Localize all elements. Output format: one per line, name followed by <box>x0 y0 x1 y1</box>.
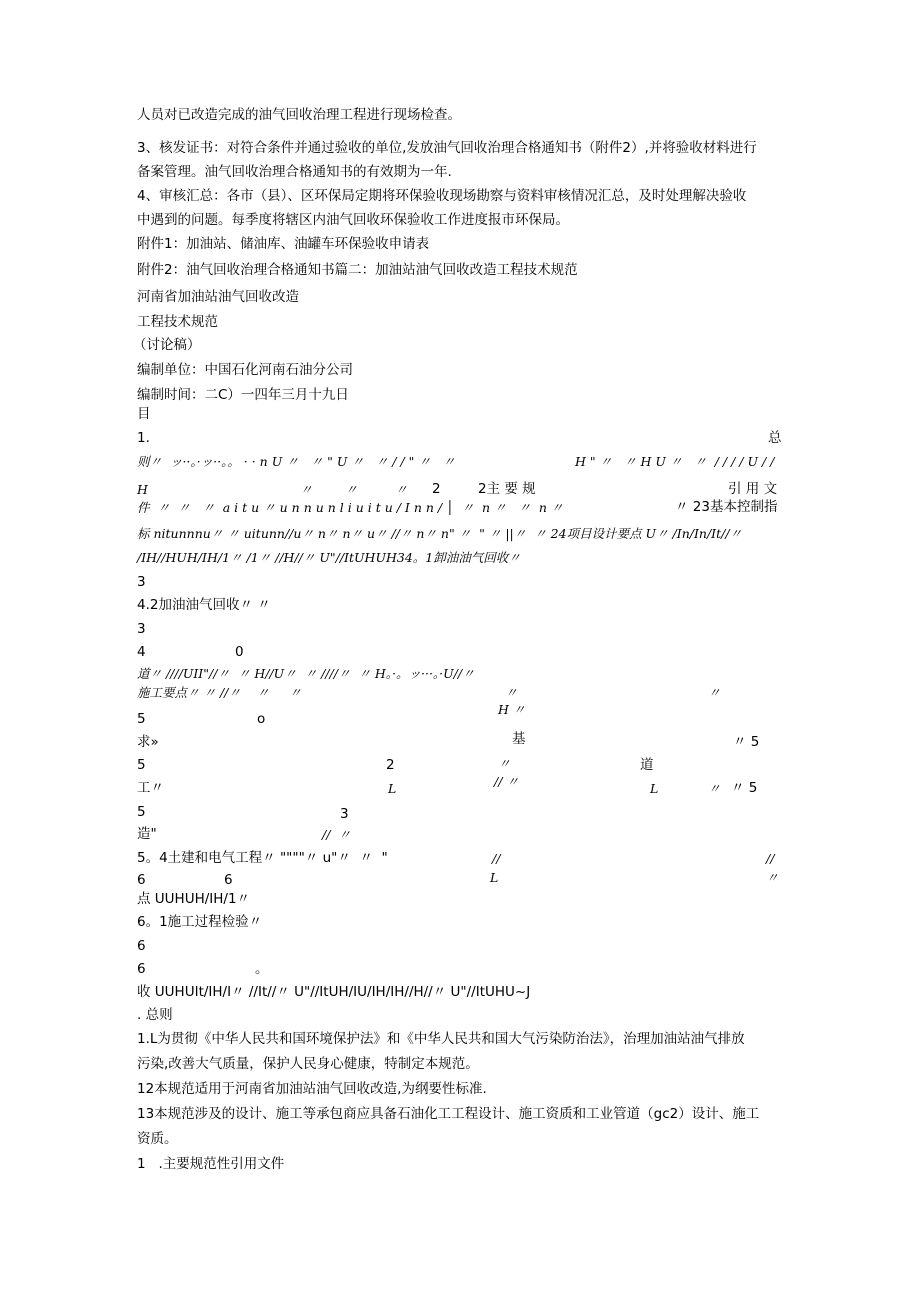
toc-line: 收 UUHUIt/IH/I〃 //It//〃 U"//ItUH/IU/IH/IH//H//〃 U"//ItUHU~J <box>137 984 531 1000</box>
toc-line: // <box>492 851 501 866</box>
toc-line: 4 <box>137 644 146 660</box>
toc-line: 1. <box>137 430 150 446</box>
toc-heading: 目 <box>137 406 151 422</box>
draft-label: （讨论稿） <box>133 337 201 353</box>
toc-line: H " 〃 〃 H U 〃 〃 / / / / U / / <box>575 454 775 469</box>
paragraph-text: 污染,改善大气质量，保护人民身心健康，特制定本规范。 <box>137 1056 479 1072</box>
toc-line: 〃 5 <box>733 734 760 750</box>
attachment-line: 附件1：加油站、储油库、油罐车环保验收申请表 <box>137 236 430 252</box>
toc-line: 造" <box>137 826 157 842</box>
toc-line: 5。4土建和电气工程〃 """"〃 u"〃 〃 " <box>137 850 388 866</box>
toc-line: 施工要点〃 〃 //〃 〃 〃 <box>137 685 302 700</box>
toc-line: 2 <box>432 481 441 497</box>
toc-line: 引 用 文 <box>728 481 778 497</box>
toc-line: 〃 23基本控制指 <box>675 499 778 515</box>
section-heading: 1 .主要规范性引用文件 <box>137 1156 285 1172</box>
toc-line: 3 <box>137 574 146 590</box>
toc-line: 〃 5 <box>731 780 758 796</box>
toc-line: 〃 <box>300 482 313 497</box>
toc-line: 3 <box>137 621 146 637</box>
toc-line: 6 <box>224 872 233 888</box>
toc-line: 5 <box>137 757 146 773</box>
toc-line: 标 nitunnnu〃 〃 uitunn//u〃 n〃 n〃 u〃 //〃 n〃 n" 〃 " 〃 ||〃 〃 24项目设计要点 U〃 /In/In/It//〃 <box>137 526 743 541</box>
toc-line: 点 UUHUH/IH/1〃 <box>137 891 251 907</box>
toc-line: 基 <box>512 731 526 747</box>
toc-line: 2 <box>386 757 395 773</box>
toc-line: 2主 要 规 <box>478 481 536 497</box>
toc-line: /IH//HUH/IH/1〃 /1〃 //H//〃 U"//ItUHUH34。1卸油油气回收〃 <box>137 550 521 565</box>
attachment-line: 附件2：油气回收治理合格通知书篇二：加油站油气回收改造工程技术规范 <box>137 262 578 278</box>
toc-line: H 〃 <box>498 702 526 717</box>
toc-line: 道 <box>640 757 654 773</box>
toc-line: 0 <box>235 644 244 660</box>
toc-line: 〃 <box>505 685 518 700</box>
compile-unit: 编制单位：中国石化河南石油分公司 <box>137 362 353 378</box>
paragraph-text: 1.L为贯彻《中华人民共和国环境保护法》和《中华人民共和国大气污染防治法》，治理加油站油气排放 <box>137 1031 745 1047</box>
toc-line: 件 〃 〃 〃 a i t u 〃 u n n u n l i u i t u / I n n / │ 〃 n 〃 〃 n 〃 <box>137 500 564 515</box>
paragraph-text: 中遇到的问题。每季度将辖区内油气回收环保验收工作进度报市环保局。 <box>137 212 569 228</box>
toc-line: 。 <box>255 961 269 977</box>
toc-line: 工〃 <box>137 780 164 796</box>
toc-line: 6 <box>137 961 146 977</box>
toc-line: 6 <box>137 938 146 954</box>
toc-line: 〃 <box>766 870 779 885</box>
paragraph-text: 人员对已改造完成的油气回收治理工程进行现场检查。 <box>137 107 461 123</box>
toc-line: 〃 <box>345 482 358 497</box>
toc-line: 道〃 ////UII"//〃 〃 H//U〃 〃 ////〃 〃 H。·。ッ···。·U//〃 <box>137 666 475 681</box>
paragraph-text: 3、核发证书：对符合条件并通过验收的单位,发放油气回收治理合格通知书（附件2）,并将验收材料进行 <box>137 140 757 156</box>
toc-line: H <box>137 482 148 497</box>
toc-line: 6 <box>137 872 146 888</box>
compile-time: 编制时间：二C）一四年三月十九日 <box>137 387 349 403</box>
toc-line: 〃 <box>498 756 511 771</box>
toc-line: 〃 <box>708 781 721 796</box>
toc-line: // 〃 <box>322 827 351 842</box>
toc-line: 3 <box>340 806 349 822</box>
paragraph-text: 12本规范适用于河南省加油站油气回收改造,为纲要性标准. <box>137 1081 487 1097</box>
toc-line: 则〃 ッ··。·ッ··。。 · · n U 〃 〃 " U 〃 〃 / / " 〃 〃 <box>137 454 456 469</box>
paragraph-text: 备案管理。油气回收治理合格通知书的有效期为一年. <box>137 164 452 180</box>
doc-title: 河南省加油站油气回收改造 <box>137 289 299 305</box>
toc-line: 求» <box>137 734 159 750</box>
paragraph-text: 4、审核汇总：各市（县）、区环保局定期将环保验收现场勘察与资料审核情况汇总，及时处理解决验收 <box>137 188 747 204</box>
toc-line: o <box>257 711 266 727</box>
toc-line: // <box>766 851 775 866</box>
toc-line: L <box>490 870 499 885</box>
toc-line: 5 <box>137 711 146 727</box>
paragraph-text: 13本规范涉及的设计、施工等承包商应具备石油化工工程设计、施工资质和工业管道（gc2）设计、施工 <box>137 1106 760 1122</box>
section-heading: . 总则 <box>137 1007 173 1023</box>
toc-line: 〃 <box>708 685 721 700</box>
toc-line: 5 <box>137 804 146 820</box>
toc-line: 4.2加油油气回收〃 〃 <box>137 597 271 613</box>
doc-title: 工程技术规范 <box>137 314 218 330</box>
toc-line: L <box>388 781 397 796</box>
toc-line: 〃 <box>395 482 408 497</box>
toc-line: // 〃 <box>494 774 519 789</box>
paragraph-text: 资质。 <box>137 1131 178 1147</box>
toc-line: 总 <box>768 430 782 446</box>
toc-line: L <box>650 781 659 796</box>
toc-line: 6。1施工过程检验〃 <box>137 914 263 930</box>
